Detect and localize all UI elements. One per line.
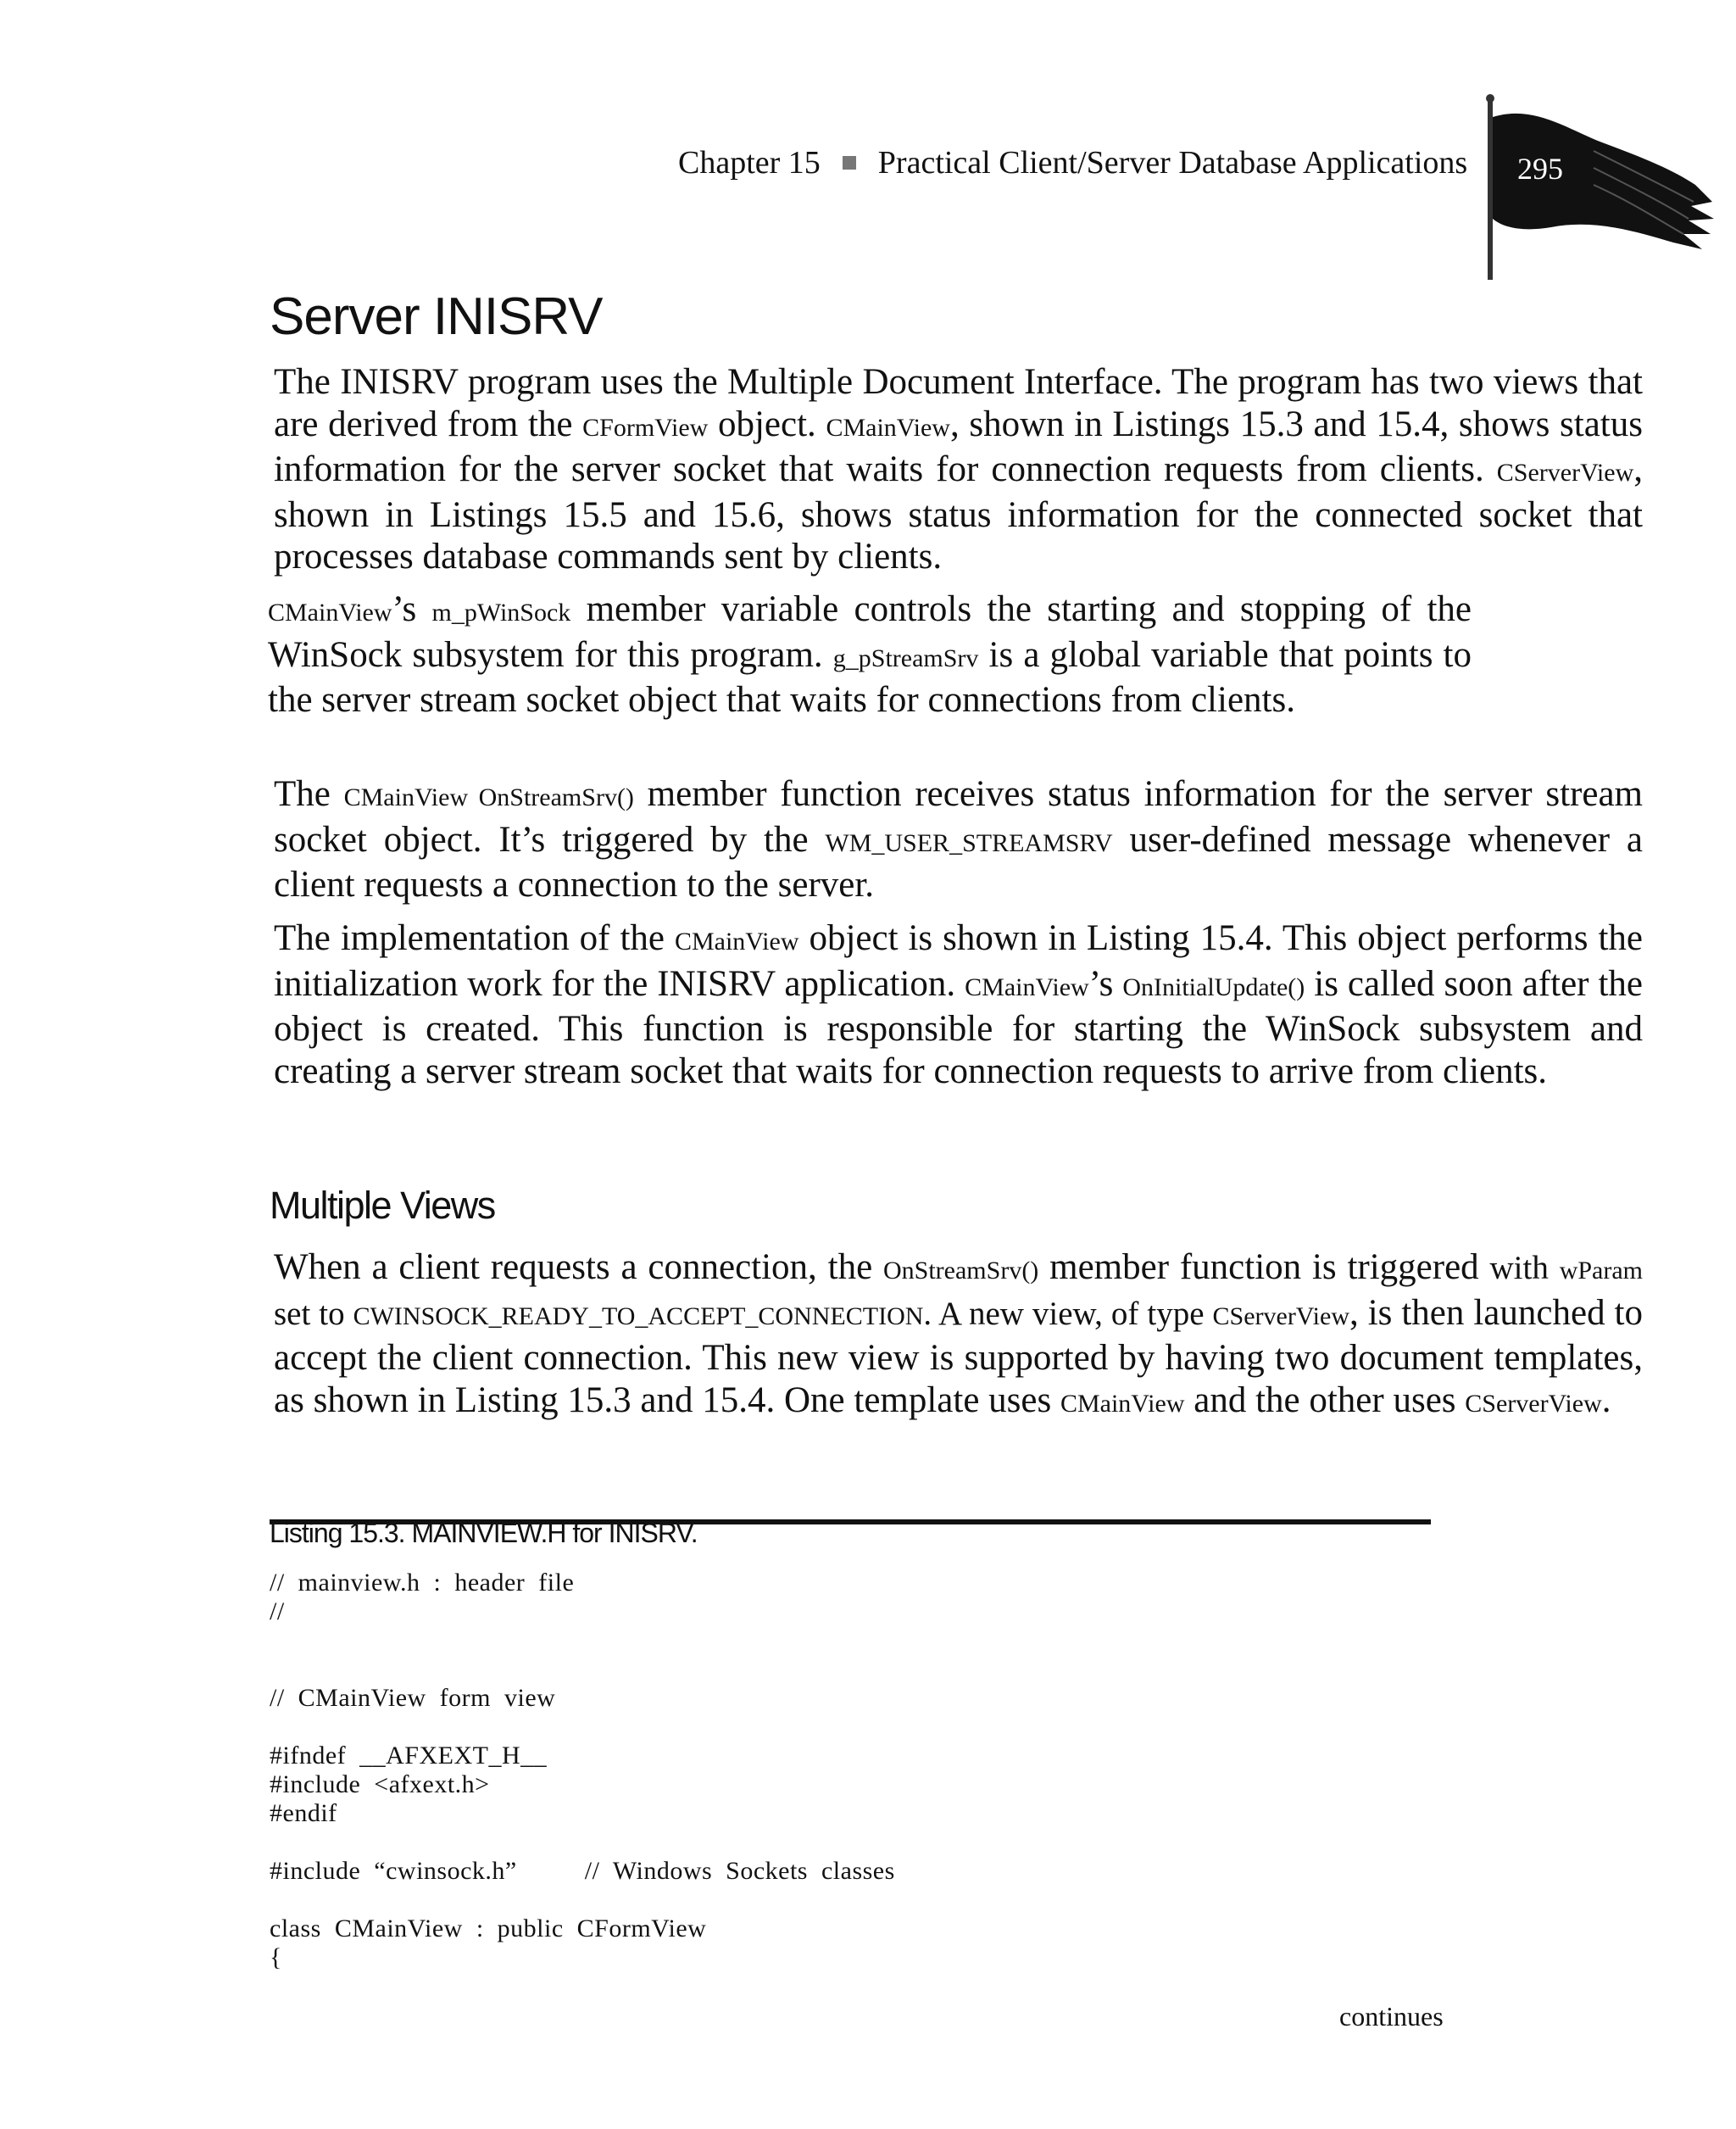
code-term: CMainView [674, 928, 799, 956]
subsection-title: Multiple Views [270, 1184, 495, 1227]
paragraph-multiple-views [274, 1246, 1643, 1424]
flag-icon [1466, 92, 1721, 287]
text: with [1489, 1250, 1549, 1286]
chapter-title: Practical Client/Server Database Applications [877, 145, 1468, 181]
text: The implementation of the [274, 918, 675, 958]
text: When a client requests a connection, the [274, 1247, 883, 1287]
code-listing: // mainview.h : header file // // CMainView form view #ifndef __AFXEXT_H__ #include <afxext.h> #endif #include “cwinsock.h” // Windows Sockets classes class CMainView : public CFormView { [270, 1569, 895, 1971]
text: . [1601, 1379, 1611, 1420]
text: , shown in Listings 15.5 and 15.6, shows status information for the connected socket that processes database commands sent by clients. [274, 449, 1643, 577]
text: . A new view, of type [923, 1295, 1213, 1332]
text: member function is triggered [1038, 1247, 1490, 1287]
code-term: WM_USER_STREAMSRV [825, 828, 1113, 857]
text: user-defined message whenever a client requests a connection to the server. [274, 819, 1643, 905]
code-term: OnStreamSrv() [883, 1257, 1039, 1285]
paragraph-onstreamsrv [274, 773, 1643, 906]
code-term: CMainView [268, 599, 392, 627]
code-term: CMainView [965, 973, 1089, 1001]
text: The [274, 774, 344, 814]
code-term: CMainView [1060, 1389, 1185, 1418]
text: is a global variable that points to the server stream socket object that waits for connections from clients. [268, 634, 1472, 720]
code-term: m_pWinSock [431, 599, 571, 627]
code-term: OnInitialUpdate() [1122, 973, 1305, 1001]
code-term: CMainView OnStreamSrv() [343, 783, 634, 811]
text: member variable controls the starting and stopping of the WinSock subsystem for this program. [268, 589, 1472, 675]
text: and the other uses [1184, 1379, 1466, 1420]
chapter-label: Chapter 15 [678, 145, 821, 181]
code-term: CFormView [582, 413, 709, 442]
code-term: CWINSOCK_READY_TO_ACCEPT_CONNECTION [353, 1301, 924, 1330]
running-header [678, 144, 1467, 181]
text: , shown in Listings 15.3 and 15.4, shows status information for the server socket that waits for connection requests from clients. [274, 404, 1643, 489]
paragraph-implementation [274, 917, 1643, 1092]
text: ’s [392, 589, 432, 629]
text: object. [708, 404, 826, 444]
text: member function receives status information for the server stream socket object. It’s triggered by the [274, 774, 1643, 860]
code-term: CServerView [1465, 1389, 1602, 1418]
continues-label: continues [1339, 2001, 1444, 2031]
paragraph-inisrv-intro [274, 361, 1643, 578]
code-term: wParam [1559, 1257, 1643, 1285]
text: ’s [1088, 963, 1123, 1004]
text: is called soon after the object is created. This function is responsible for starting the WinSock subsystem and creating a server stream socket that waits for connection requests to arrive from clients. [274, 963, 1644, 1091]
text: The INISRV program uses the Multiple Document Interface. The program has two views that are derived from the [274, 362, 1643, 444]
section-title: Server INISRV [270, 287, 603, 346]
text: set to [274, 1295, 353, 1332]
text: object is shown in Listing 15.4. This object performs the initialization work for the INISRV application. [274, 918, 1643, 1004]
paragraph-winsock-member [268, 588, 1472, 722]
listing-caption: Listing 15.3. MAINVIEW.H for INISRV. [270, 1518, 698, 1548]
code-term: CServerView [1496, 459, 1634, 487]
text: , is then launched to accept the client connection. This new view is supported by having two document templates, as shown in Listing 15.3 and 15.4. One template uses [274, 1292, 1643, 1420]
page-number: 295 [1517, 152, 1563, 186]
code-term: g_pStreamSrv [832, 644, 979, 672]
separator-square-icon [843, 156, 856, 170]
code-term: CServerView [1212, 1301, 1349, 1330]
code-term: CMainView [826, 413, 950, 442]
